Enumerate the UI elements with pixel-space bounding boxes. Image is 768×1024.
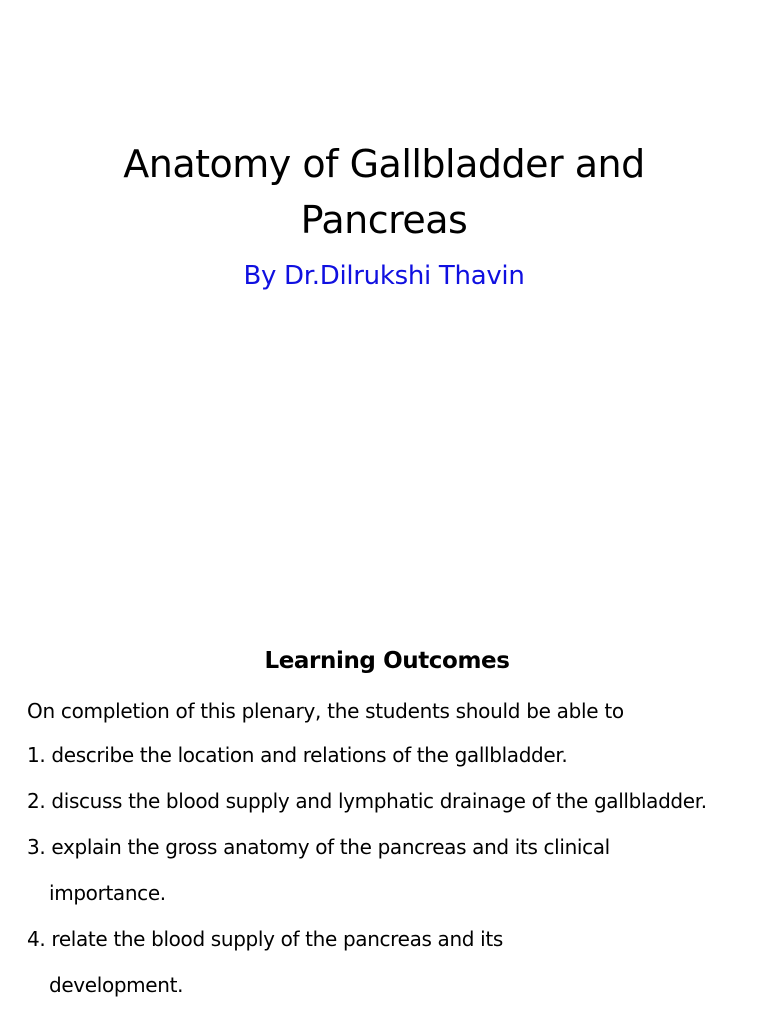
outcome-text-continued: development. [49, 973, 184, 997]
slide-title-line-2: Pancreas [300, 198, 468, 242]
learning-outcomes-heading: Learning Outcomes [264, 648, 510, 674]
learning-outcomes-slide [0, 576, 768, 1024]
outcome-text: 4. relate the blood supply of the pancreas and its [27, 927, 503, 951]
learning-outcomes-intro: On completion of this plenary, the students should be able to [27, 699, 624, 723]
slide-title-line-1: Anatomy of Gallbladder and [123, 142, 645, 186]
outcome-text: 3. explain the gross anatomy of the pancreas and its clinical [27, 835, 610, 859]
outcome-text-continued: importance. [49, 881, 166, 905]
learning-outcomes-list [27, 740, 757, 1016]
slide-title [60, 136, 708, 248]
outcome-item-2 [27, 786, 757, 816]
author-subtitle: By Dr.Dilrukshi Thavin [243, 261, 525, 291]
outcome-item-1 [27, 740, 757, 770]
outcome-item-3 [27, 832, 757, 908]
outcome-text: 2. discuss the blood supply and lymphatic drainage of the gallbladder. [27, 789, 707, 813]
outcome-text: 1. describe the location and relations of the gallbladder. [27, 743, 568, 767]
outcome-item-4 [27, 924, 757, 1000]
